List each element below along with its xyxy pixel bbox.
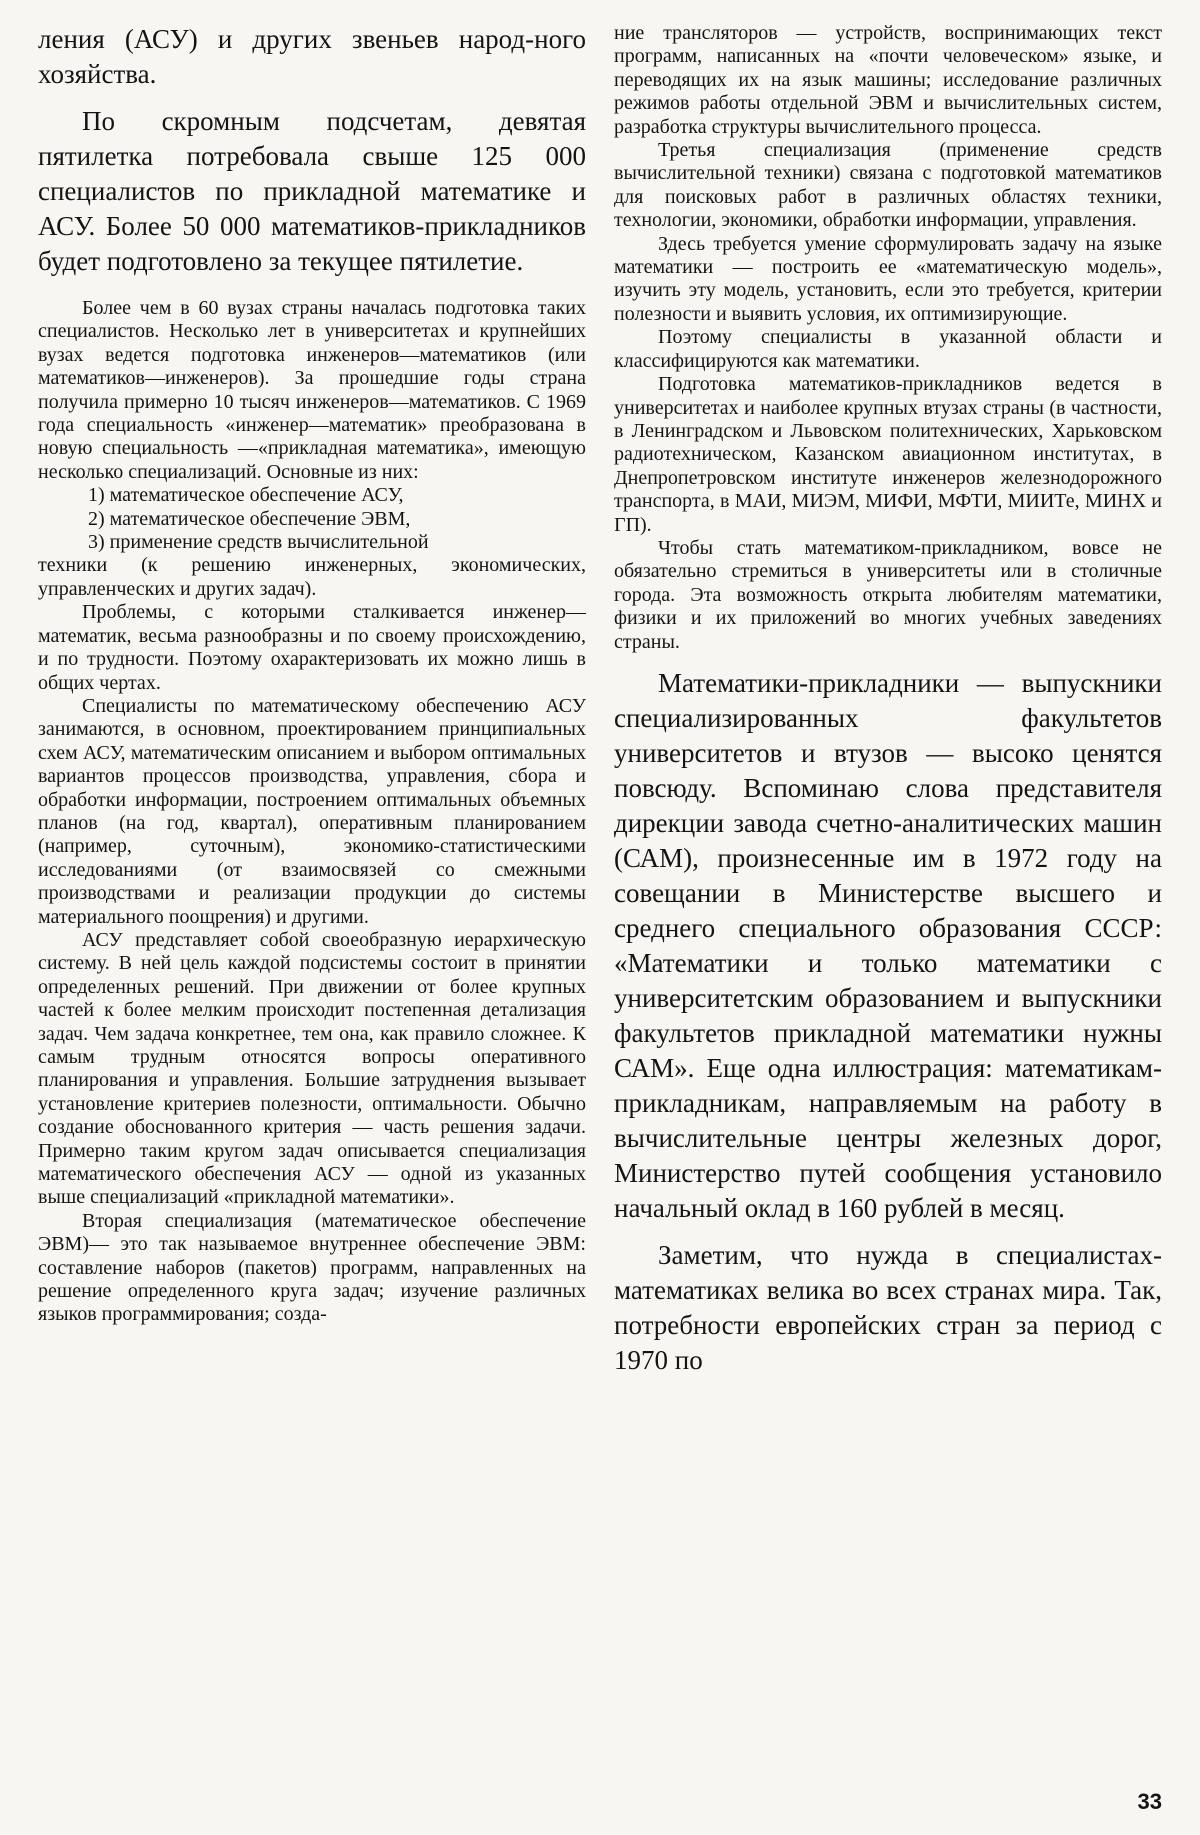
list-item-2: 2) математическое обеспечение ЭВМ, <box>88 507 411 530</box>
paragraph-asu-hierarchy: АСУ представляет собой своеобразную иерархическую систему. В ней цель каждой подсистемы состоит в принятии определенных решений. При движении от более крупных частей к более мелким происходит постепенная детализация задач. Чем задача конкретнее, тем она, как правило сложнее. К самым трудным относятся вопросы оперативного планирования и управления. Большие затруднения вызывает установление критериев полезности, оптимальности. Обычно создание обоснованного критерия — часть решения задачи. Примерно таким кругом задач описывается специализация математического обеспечения АСУ — одной из указанных выше специализаций «прикладной математики». <box>38 928 586 1209</box>
paragraph-asu-specialists: Специалисты по математическому обеспечению АСУ занимаются, в основном, проектированием принципиальных схем АСУ, математическим описанием и выбором оптимальных вариантов процессов производства, управления, сбора и обработки информации, построением оптимальных объемных планов (на год, квартал), оперативным планированием (например, суточным), экономико-статистическими исследованиями (от взаимосвязей со смежными производствами и реализации продукции до системы материального поощрения) и другими. <box>38 694 586 928</box>
paragraph-training-institutes: Подготовка математиков-прикладников ведется в университетах и наиболее крупных втузах страны (в частности, в Ленинградском и Львовском политехнических, Харьковском радиотехническом, Казанском авиационном институтах, в Днепропетровском институте инженеров железнодорожного транспорта, в МАИ, МИЭМ, МИФИ, МФТИ, МИИТе, МИНХ и ГП). <box>614 373 1162 536</box>
left-column <box>38 22 586 1327</box>
paragraph-third-specialization: Третья специализация (применение средств вычислительной техники) связана с подготовкой математиков для поисковых работ в различных областях техники, технологии, экономики, обработки информации, управления. <box>614 139 1162 232</box>
paragraph-continuation: ления (АСУ) и других звеньев народ-ного хозяйства. <box>38 24 586 89</box>
paragraph-specialists-estimate: По скромным подсчетам, девятая пятилетка потребовала свыше 125 000 специалистов по прикладной математике и АСУ. Более 50 000 математиков-прикладников будет подготовлено за текущее пятилетие. <box>38 106 586 276</box>
paragraph-classification: Поэтому специалисты в указанной области и классифицируются как математики. <box>614 326 1162 372</box>
list-item-3: 3) применение средств вычислительной <box>88 531 429 554</box>
page-number: 33 <box>1137 1789 1162 1814</box>
paragraph-world-need: Заметим, что нужда в специалистах-математиках велика во всех странах мира. Так, потребности европейских стран за период с 1970 по <box>614 1239 1162 1375</box>
paragraph-becoming-applied-math: Чтобы стать математиком-прикладником, вовсе не обязательно стремиться в университеты или в столичные города. Эта возможность открыта любителям математики, физики и их приложений во многих учебных заведениях страны. <box>614 536 1162 653</box>
right-column <box>614 22 1162 1378</box>
list-item-1: 1) математическое обеспечение АСУ, <box>88 484 404 507</box>
paragraph-math-model: Здесь требуется умение сформулировать задачу на языке математики — построить ее «математическую модель», изучить эту модель, установить, если это требуется, критерии полезности и выявить условия, их оптимизирующие. <box>614 232 1162 325</box>
paragraph-universities: Более чем в 60 вузах страны началась подготовка таких специалистов. Несколько лет в университетах и крупнейших вузах ведется подготовка инженеров—математиков (или математиков—инженеров). За прошедшие годы страна получила примерно 10 тысяч инженеров—математиков. С 1969 года специальность «инженер—математик» преобразована в новую специальность —«прикладная математика», имеющую несколько специализаций. Основные из них: <box>38 297 586 483</box>
paragraph-second-specialization: Вторая специализация (математическое обеспечение ЭВМ)— это так называемое внутреннее обеспечение ЭВМ: составление наборов (пакетов) программ, направленных на решение определенного круга задач; изучение различных языков программирования; созда- <box>38 1209 586 1326</box>
paragraph-problems: Проблемы, с которыми сталкивается инженер—математик, весьма разнообразны и по своему происхождению, и по трудности. Поэтому охарактеризовать их можно лишь в общих чертах. <box>38 601 586 694</box>
paragraph-graduates-valued: Математики-прикладники — выпускники специализированных факультетов университетов и втузов — высоко ценятся повсюду. Вспоминаю слова представителя дирекции завода счетно-аналитических машин (САМ), произнесенные им в 1972 году на совещании в Министерстве высшего и среднего специального образования СССР: «Математики и только математики с университетским образованием и выпускники факультетов прикладной математики нужны САМ». Еще одна иллюстрация: математикам-прикладникам, направляемым на работу в вычислительные центры железных дорог, Министерство путей сообщения установило начальный оклад в 160 рублей в месяц. <box>614 667 1162 1223</box>
paragraph-translators: ние трансляторов — устройств, воспринимающих текст программ, написанных на «почти человеческом» языке, и переводящих их на язык машины; исследование различных режимов работы отдельной ЭВМ и вычислительных систем, разработка структуры вычислительного процесса. <box>614 22 1162 138</box>
list-item-3-cont: техники (к решению инженерных, экономических, управленческих и других задач). <box>38 554 586 600</box>
